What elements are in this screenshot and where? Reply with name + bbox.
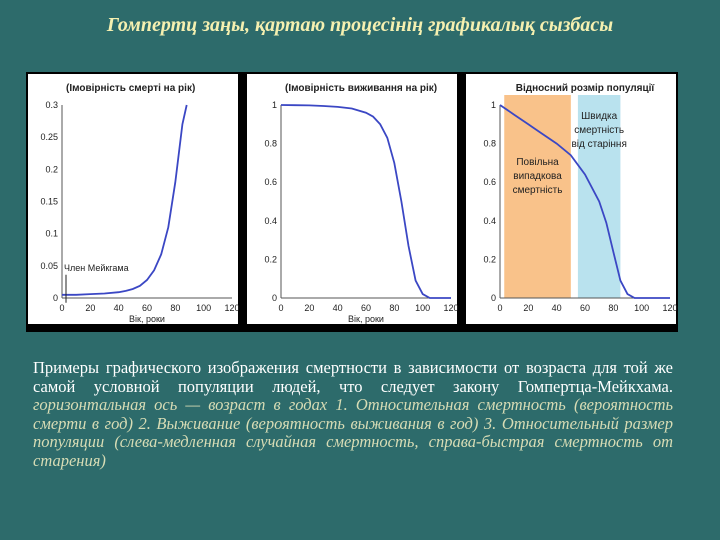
chart-3-xtick-0: 0	[497, 303, 503, 313]
chart-2-xtick-1: 20	[304, 303, 315, 313]
chart-3-band-1-label-2: випадкова	[513, 171, 562, 182]
chart-3-ytick-0: 0	[490, 293, 496, 303]
chart-3-ytick-2: 0.4	[483, 215, 496, 226]
chart-3-band-1-label-3: смертність	[512, 185, 563, 196]
caption-plain: Примеры графического изображения смертности в зависимости от возраста для той же самой условной популяции людей, что следует закону Гомпертца-Мейкхама.	[33, 358, 673, 396]
chart-2-ytick-1: 0.2	[264, 254, 277, 265]
chart-2-ytick-3: 0.6	[264, 177, 277, 188]
chart-2-xtick-6: 120	[443, 303, 459, 313]
chart-2-xtick-0: 0	[278, 303, 284, 313]
chart-3-xtick-2: 40	[551, 303, 562, 313]
chart-3-band-2-label-3: від старіння	[571, 139, 627, 150]
chart-3-band-1-label-1: Повільна	[516, 157, 559, 168]
chart-3-ytick-1: 0.2	[483, 254, 496, 265]
chart-3-background	[466, 74, 676, 324]
chart-1-ytick-4: 0.2	[45, 164, 58, 175]
chart-1-background	[28, 74, 238, 324]
chart-3-title: Відносний розмір популяції	[515, 83, 655, 94]
chart-1-xtick-5: 100	[196, 303, 212, 313]
figure-panel	[26, 72, 678, 332]
chart-1-xlabel: Вік, роки	[129, 314, 165, 324]
chart-3-ytick-4: 0.8	[483, 138, 496, 149]
chart-1-xtick-0: 0	[59, 303, 65, 313]
chart-1-ytick-2: 0.1	[45, 228, 58, 239]
chart-3-xtick-1: 20	[523, 303, 534, 313]
caption	[33, 359, 673, 471]
chart-2-xtick-2: 40	[332, 303, 343, 313]
chart-2-ytick-4: 0.8	[264, 138, 277, 149]
chart-2-xtick-5: 100	[415, 303, 431, 313]
chart-3-ytick-5: 1	[490, 100, 496, 110]
chart-2-title: (Імовірність виживання на рік)	[285, 83, 438, 94]
chart-3-xtick-5: 100	[634, 303, 650, 313]
chart-2-background	[247, 74, 457, 324]
chart-2-xtick-3: 60	[360, 303, 372, 313]
caption-italic: горизонтальная ось — возраст в годах 1. Относительная смертность (вероятность смерти в год) 2. Выживание (вероятность выживания в год) 3. Относительный размер популяции (слева-медленная случайная смертность, справа-быстрая смертность от старения)	[33, 395, 673, 470]
chart-1-ytick-0: 0	[52, 293, 58, 303]
chart-1-ytick-3: 0.15	[40, 196, 58, 207]
chart-3-xtick-4: 80	[608, 303, 619, 313]
charts-svg	[26, 72, 678, 332]
chart-3-xtick-6: 120	[662, 303, 678, 313]
chart-1-annotation: Член Мейкгама	[64, 262, 129, 273]
chart-3-band-2-label-1: Швидка	[581, 111, 618, 122]
chart-3-xtick-3: 60	[579, 303, 591, 313]
chart-1-xtick-4: 80	[170, 303, 181, 313]
chart-1-ytick-5: 0.25	[40, 132, 58, 143]
chart-1-xtick-1: 20	[85, 303, 96, 313]
chart-3-band-1	[504, 95, 571, 298]
chart-1-ytick-6: 0.3	[45, 100, 58, 110]
slide-title: Гомпертц заңы, қартаю процесінің графикалық сызбасы	[106, 14, 614, 36]
chart-3-band-2-label-2: смертність	[574, 125, 625, 136]
chart-2-xtick-4: 80	[389, 303, 400, 313]
chart-2-xlabel: Вік, роки	[348, 314, 384, 324]
chart-1-xtick-2: 40	[113, 303, 124, 313]
chart-2-ytick-2: 0.4	[264, 215, 277, 226]
chart-1-title: (Імовірність смерті на рік)	[66, 83, 196, 94]
chart-1-xtick-3: 60	[141, 303, 153, 313]
chart-2-ytick-5: 1	[271, 100, 277, 110]
chart-1-xtick-6: 120	[224, 303, 240, 313]
chart-3-ytick-3: 0.6	[483, 177, 496, 188]
chart-2-ytick-0: 0	[271, 293, 277, 303]
chart-1-ytick-1: 0.05	[40, 260, 58, 271]
